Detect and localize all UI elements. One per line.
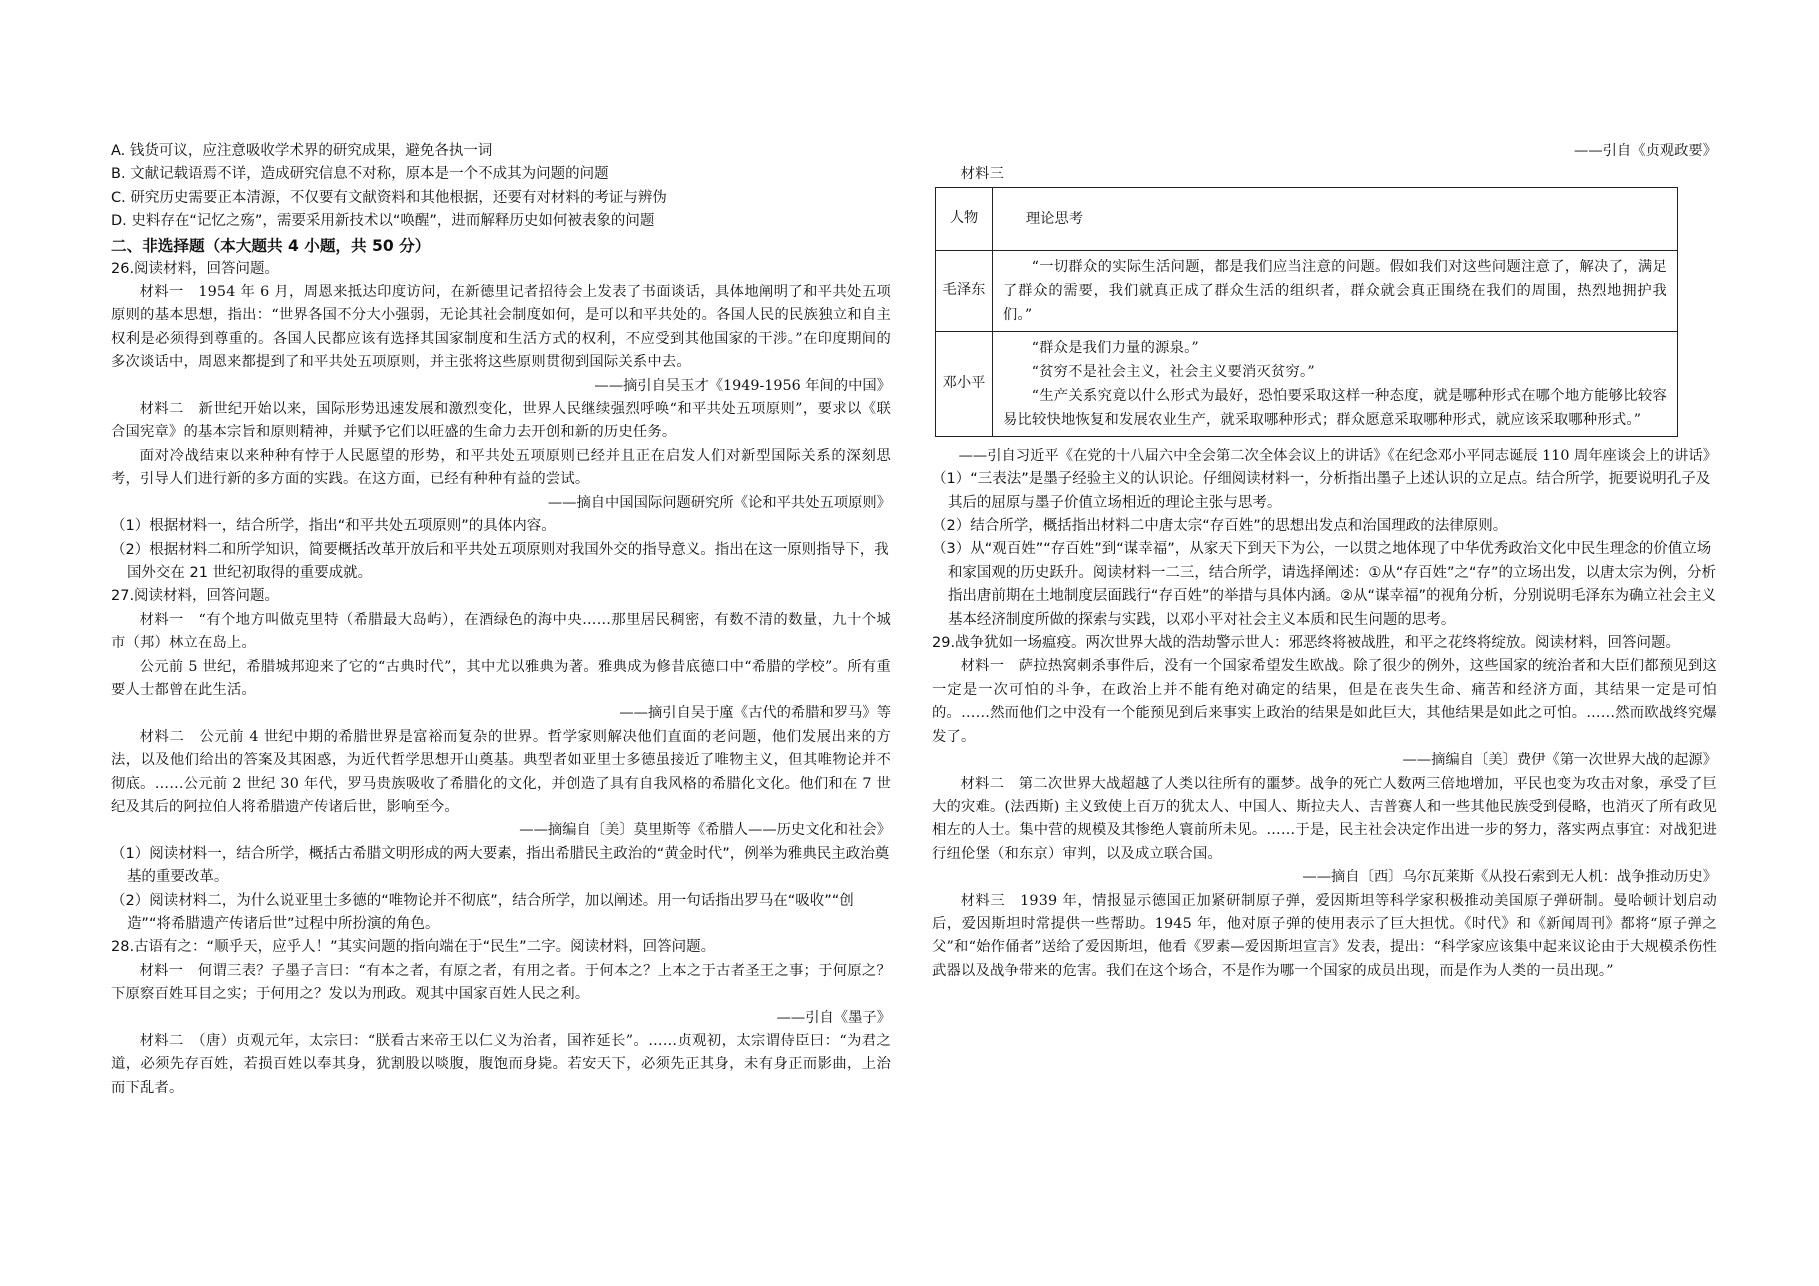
table-header-thought-text: 理论思考 <box>1025 210 1084 227</box>
q28-material-3-label: 材料三 <box>960 166 1005 183</box>
q26-material-2b: 面对冷战结束以来种种有悖于人民愿望的形势，和平共处五项原则已经并且正在启发人们对新型国际关系的深刻思考，引导人们进行新的多方面的实践。在这方面，已经有种种有益的尝试。 <box>111 447 891 488</box>
right-column <box>932 140 1717 983</box>
q27-material-1b: 公元前 5 世纪，希腊城邦迎来了它的“古典时代”，其中尤以雅典为著。雅典成为修昔底德口中“希腊的学校”。所有重要人士都曾在此生活。 <box>111 658 891 698</box>
option-b: B. 文献记载语焉不详，造成研究信息不对称，原本是一个不成其为问题的问题 <box>111 166 609 183</box>
q29-material-2-source: ——摘自〔西〕乌尔瓦莱斯《从投石索到无人机：战争推动历史》 <box>1302 869 1717 886</box>
q29-material-1: 材料一 萨拉热窝刺杀事件后，没有一个国家希望发生欧战。除了很少的例外，这些国家的统治者和大臣们都预见到这一定是一次可怕的斗争，在政治上并不能有绝对确定的结果，但是在丧失生命、痛苦和经济方面，其结果一定是可怕的。……然而他们之中没有一个能预见到后来事实上政治的结果是如此巨大，其他结果是如此之可怕。……然而欧战终究爆发了。 <box>932 658 1717 745</box>
q28-material-2-source: ——引自《贞观政要》 <box>1574 143 1717 159</box>
q28-question-1: （1）“三表法”是墨子经验主义的认识论。仔细阅读材料一，分析指出墨子上述认识的立足点。结合所学，扼要说明孔子及其后的屈原与墨子价值立场相近的理论主张与思考。 <box>932 471 1711 511</box>
quote-line: “贫穷不是社会主义，社会主义要消灭贫穷。” <box>1031 363 1315 380</box>
option-a: A. 钱货可议，应注意吸收学术界的研究成果，避免各执一词 <box>111 143 493 159</box>
q27-material-1-source: ——摘引自吴于廑《古代的希腊和罗马》等 <box>619 705 891 722</box>
q26-material-2a: 材料二 新世纪开始以来，国际形势迅速发展和激烈变化，世界人民继续强烈呼唤“和平共处五项原则”，要求以《联合国宪章》的基本宗旨和原则精神，并赋予它们以旺盛的生命力去开创和新的历史任务。 <box>111 401 891 441</box>
option-c: C. 研究历史需要正本清源，不仅要有文献资料和其他根据，还要有对材料的考证与辨伪 <box>111 189 667 206</box>
table-cell-person: 邓小平 <box>936 331 993 436</box>
left-column <box>111 140 891 1100</box>
table-cell-text: “一切群众的实际生活问题，都是我们应当注意的问题。假如我们对这些问题注意了，解决了，满足了群众的需要，我们就真正成了群众生活的组织者，群众就会真正围绕在我们的周围，热烈地拥护我们。” <box>993 250 1678 331</box>
q29-material-1-source: ——摘编自〔美〕费伊《第一次世界大战的起源》 <box>1402 752 1717 769</box>
table-row <box>936 331 1678 436</box>
q28-material-3-source: ——引自习近平《在党的十八届六中全会第二次全体会议上的讲话》《在纪念邓小平同志诞辰 110 周年座谈会上的讲话》 <box>958 447 1717 464</box>
q27-question-1: （1）阅读材料一，结合所学，概括古希腊文明形成的两大要素，指出希腊民主政治的“黄金时代”，例举为雅典民主政治奠基的重要改革。 <box>111 845 890 886</box>
q28-question-3: （3）从“观百姓”“存百姓”到“谋幸福”，从家天下到天下为公，一以贯之地体现了中华优秀政治文化中民生理念的价值立场和家国观的历史跃升。阅读材料一二三，结合所学，请选择阐述：①从“存百姓”之“存”的立场出发，以唐太宗为例，分析指出唐前期在土地制度层面践行“存百姓”的举措与具体内涵。②从“谋幸福”的视角分析，分别说明毛泽东为确立社会主义基本经济制度所做的探索与实践，以邓小平对社会主义本质和民生问题的思考。 <box>932 541 1716 628</box>
q26-stem: 26.阅读材料，回答问题。 <box>111 260 280 277</box>
quote-line: “群众是我们力量的源泉。” <box>1031 339 1199 356</box>
table-cell-person: 毛泽东 <box>936 250 993 331</box>
q29-material-2: 材料二 第二次世界大战超越了人类以往所有的噩梦。战争的死亡人数两三倍地增加，平民也变为攻击对象，承受了巨大的灾难。(法西斯) 主义致使上百万的犹太人、中国人、斯拉夫人、吉普赛人和一些其他民族受到侵略，也消灭了所有政见相左的人士。集中营的规模及其惨绝人寰前所未见。……于是，民主社会决定作出进一步的努力，落实两点事宜：对战犯进行纽伦堡（和东京）审判，以及成立联合国。 <box>932 775 1717 862</box>
q29-material-3: 材料三 1939 年，情报显示德国正加紧研制原子弹，爱因斯坦等科学家积极推动美国原子弹研制。曼哈顿计划启动后，爱因斯坦时常提供一些帮助。1945 年，他对原子弹的使用表示了巨大担忧。《时代》和《新闻周刊》都将“原子弹之父”和“始作俑者”送给了爱因斯坦，他看《罗素—爱因斯坦宣言》发表，提出：“科学家应该集中起来议论由于大规模杀伤性武器以及战争带来的危害。我们在这个场合，不是作为哪一个国家的成员出现，而是作为人类的一员出现。” <box>932 892 1717 979</box>
q26-material-1-source: ——摘引自吴玉才《1949-1956 年间的中国》 <box>594 377 891 394</box>
table-row <box>936 250 1678 331</box>
q28-material-1-source: ——引自《墨子》 <box>776 1009 891 1026</box>
q27-material-1a: 材料一 “有个地方叫做克里特（希腊最大岛屿），在酒绿色的海中央……那里居民稠密，有数不清的数量，九十个城市（邦）林立在岛上。 <box>111 611 891 652</box>
q27-material-2: 材料二 公元前 4 世纪中期的希腊世界是富裕而复杂的世界。哲学家则解决他们直面的老问题，他们发展出来的方法，以及他们给出的答案及其困惑，为近代哲学思想开山奠基。典型者如亚里士多德虽接近了唯物主义，但其唯物论并不彻底。……公元前 2 世纪 30 年代，罗马贵族吸收了希腊化的文化，并创造了具有自我风格的希腊化文化。他们和在 7 世纪及其后的阿拉伯人将希腊遗产传诸后世，影响至今。 <box>111 728 891 815</box>
q28-material-2: 材料二 （唐）贞观元年，太宗曰：“朕看古来帝王以仁义为治者，国祚延长”。……贞观初，太宗谓侍臣曰：“为君之道，必须先存百姓，若损百姓以奉其身，犹割股以啖腹，腹饱而身毙。若安天下，必须先正其身，未有身正而影曲，上治而下乱者。 <box>111 1033 891 1096</box>
table-header-thought <box>993 187 1678 250</box>
q28-stem: 28.古语有之：“顺乎天，应乎人！”其实问题的指向端在于“民生”二字。阅读材料，回答问题。 <box>111 939 716 956</box>
people-thought-table <box>935 187 1678 437</box>
quote-line: “生产关系究竟以什么形式为最好，恐怕要采取这样一种态度，就是哪种形式在哪个地方能够比较容易比较快地恢复和发展农业生产，就采取哪种形式；群众愿意采取哪种形式，就应该采取哪种形式。” <box>1003 387 1667 428</box>
table-header-person: 人物 <box>936 187 993 250</box>
q26-material-2-source: ——摘自中国国际问题研究所《论和平共处五项原则》 <box>547 494 891 511</box>
option-d: D. 史料存在“记忆之殇”，需要采用新技术以“唤醒”，进而解释历史如何被表象的问题 <box>111 213 655 230</box>
section-heading: 二、非选择题（本大题共 4 小题，共 50 分） <box>111 236 431 255</box>
q28-material-1: 材料一 何谓三表？子墨子言曰：“有本之者，有原之者，有用之者。于何本之？上本之于古者圣王之事；于何原之？下原察百姓耳目之实；于何用之？发以为刑政。观其中国家百姓人民之利。 <box>111 962 891 1003</box>
q28-question-2: （2）结合所学，概括指出材料二中唐太宗“存百姓”的思想出发点和治国理政的法律原则。 <box>932 518 1508 535</box>
q26-material-1: 材料一 1954 年 6 月，周恩来抵达印度访问，在新德里记者招待会上发表了书面谈话，具体地阐明了和平共处五项原则的基本思想，指出：“世界各国不分大小强弱，无论其社会制度如何，是可以和平共处的。各国人民的民族独立和自主权利是必须得到尊重的。各国人民都应该有选择其国家制度和生活方式的权利，不应受到其他国家的干涉。”在印度期间的多次谈话中，周恩来都提到了和平共处五项原则，并主张将这些原则贯彻到国际关系中去。 <box>111 284 891 371</box>
q27-question-2: （2）阅读材料二，为什么说亚里士多德的“唯物论并不彻底”，结合所学，加以阐述。用一句话指出罗马在“吸收”“创造”“将希腊遗产传诸后世”过程中所扮演的角色。 <box>111 892 854 932</box>
q26-question-2: （2）根据材料二和所学知识，简要概括改革开放后和平共处五项原则对我国外交的指导意义。指出在这一原则指导下，我国外交在 21 世纪初取得的重要成就。 <box>111 541 889 581</box>
q27-material-2-source: ——摘编自〔美〕莫里斯等《希腊人——历史文化和社会》 <box>519 822 891 839</box>
q29-stem: 29.战争犹如一场瘟疫。两次世界大战的浩劫警示世人：邪恶终将被战胜，和平之花终将绽放。阅读材料，回答问题。 <box>932 635 1681 652</box>
q26-question-1: （1）根据材料一，结合所学，指出“和平共处五项原则”的具体内容。 <box>111 518 556 535</box>
q27-stem: 27.阅读材料，回答问题。 <box>111 588 280 605</box>
table-cell-text <box>993 331 1678 436</box>
